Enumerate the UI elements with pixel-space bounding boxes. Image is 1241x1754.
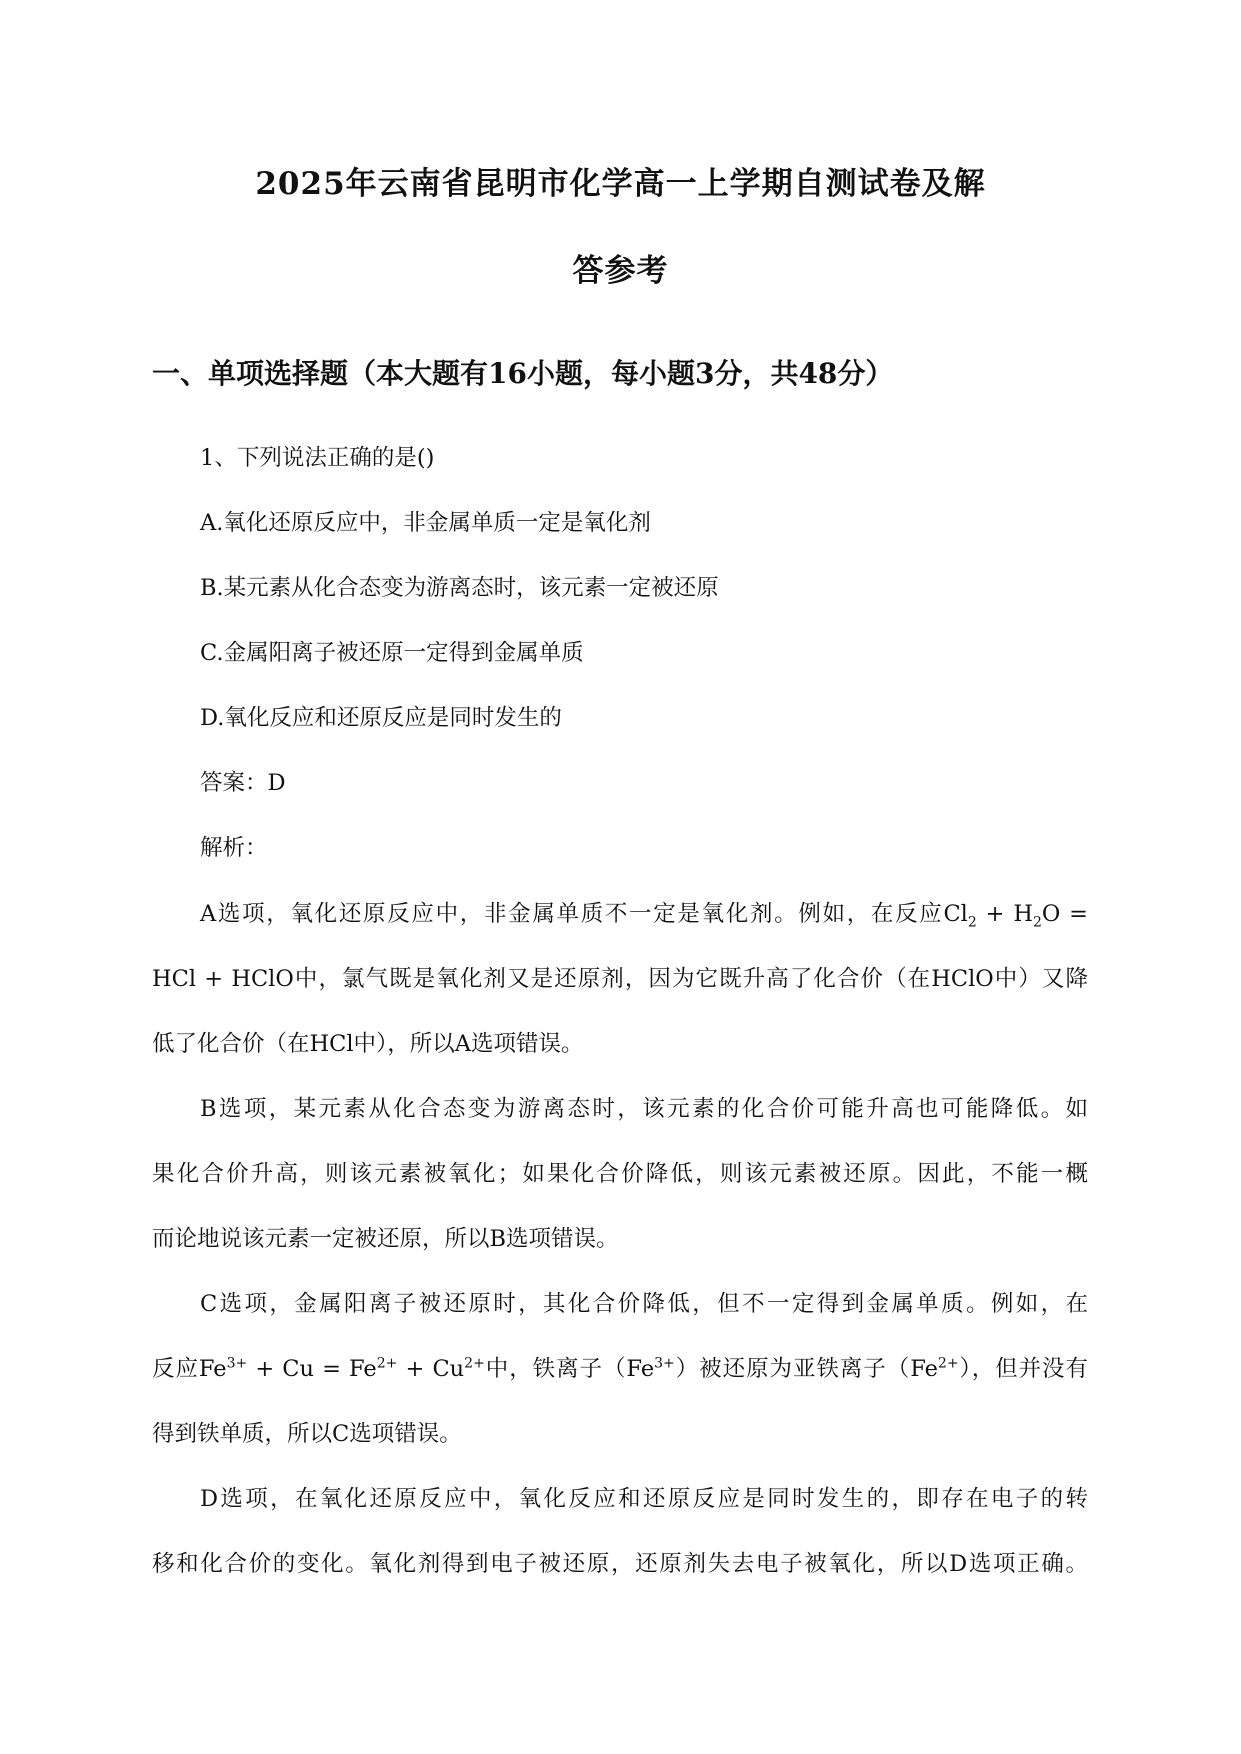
analysis-label: 解析： [200, 835, 268, 861]
analysis-b-line-2: 果化合价升高，则该元素被氧化；如果化合价降低，则该元素被还原。因此，不能一概 [152, 1161, 1088, 1187]
document-title-line-1: 2025年云南省昆明市化学高一上学期自测试卷及解 [255, 166, 986, 202]
answer-line: 答案：D [200, 770, 286, 796]
analysis-a-line-2: HCl + HClO中，氯气既是氧化剂又是还原剂，因为它既升高了化合价（在HClO中）又降 [152, 966, 1088, 992]
analysis-a-line-1: A选项，氧化还原反应中，非金属单质不一定是氧化剂。例如，在反应$Cl_2 + H_2O$ = [200, 901, 1089, 931]
analysis-b-line-1: B选项，某元素从化合态变为游离态时，该元素的化合价可能升高也可能降低。如 [200, 1096, 1088, 1122]
option-c: C.金属阳离子被还原一定得到金属单质 [200, 640, 584, 666]
analysis-a-line-3: 低了化合价（在HCl中），所以A选项错误。 [152, 1031, 584, 1057]
section-heading: 一、单项选择题（本大题有16小题，每小题3分，共48分） [152, 357, 894, 390]
analysis-c-line-3: 得到铁单质，所以C选项错误。 [152, 1421, 462, 1447]
analysis-d-line-1: D选项，在氧化还原反应中，氧化反应和还原反应是同时发生的，即存在电子的转 [200, 1486, 1088, 1512]
option-a: A.氧化还原反应中，非金属单质一定是氧化剂 [200, 510, 651, 536]
analysis-d-line-2: 移和化合价的变化。氧化剂得到电子被还原，还原剂失去电子被氧化，所以D选项正确。 [152, 1551, 1088, 1577]
option-b: B.某元素从化合态变为游离态时，该元素一定被还原 [200, 575, 719, 601]
analysis-c-line-1: C选项，金属阳离子被还原时，其化合价降低，但不一定得到金属单质。例如，在 [200, 1291, 1088, 1317]
analysis-c-line-2: 反应$Fe^{3+} + Cu = Fe^{2+} + Cu^{2+}$中，铁离子$(Fe^{3+})$被还原为亚铁离子$(Fe^{2+})$，但并没有 [152, 1355, 1088, 1382]
option-d: D.氧化反应和还原反应是同时发生的 [200, 705, 562, 731]
analysis-b-line-3: 而论地说该元素一定被还原，所以B选项错误。 [152, 1226, 619, 1252]
document-title-line-2: 答参考 [572, 253, 669, 289]
question-stem: 1、下列说法正确的是() [200, 445, 435, 471]
